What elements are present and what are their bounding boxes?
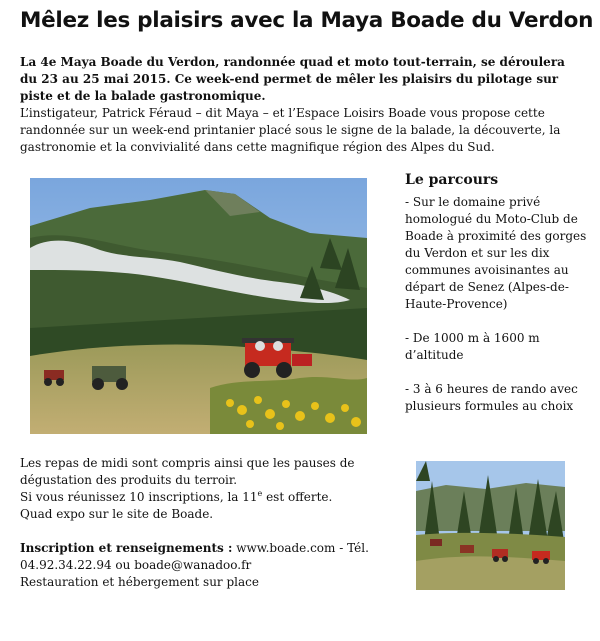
practical-info — [20, 455, 395, 591]
forest-quad-photo — [416, 461, 565, 590]
contact-text — [20, 540, 395, 574]
intro-lead: La 4e Maya Boade du Verdon, randonnée quad et moto tout-terrain, se déroulera du 23 au 25 mai 2015. Ce week-end permet de mêler les plaisirs du pilotage sur piste et de la balade gastronomique. — [20, 55, 565, 103]
parcours-item: - 3 à 6 heures de rando avec plusieurs formules au choix — [405, 382, 578, 413]
parcours-heading: Le parcours — [405, 172, 499, 188]
contact-label: Inscription et renseignements : — [20, 541, 233, 555]
parcours-item: - De 1000 m à 1600 m d’altitude — [405, 331, 540, 362]
article-title: Mêlez les plaisirs avec la Maya Boade du Verdon — [20, 8, 594, 33]
mountain-quad-photo — [30, 178, 367, 434]
meals-text: Les repas de midi sont compris ainsi que les pauses de dégustation des produits du terroir. — [20, 456, 355, 487]
expo-text: Quad expo sur le site de Boade. — [20, 507, 214, 521]
offer-text: Si vous réunissez 10 inscriptions, la 11e est offerte. — [20, 489, 333, 504]
parcours-item: - Sur le domaine privé homologué du Moto-Club de Boade à proximité des gorges du Verdon et sur les dix communes avoisinantes au départ de Senez (Alpes-de-Haute-Provence) — [405, 195, 587, 311]
lodging-text: Restauration et hébergement sur place — [20, 575, 259, 589]
intro-body: L’instigateur, Patrick Féraud – dit Maya – et l’Espace Loisirs Boade vous propose cette randonnée sur un week-end printanier placé sous le signe de la balade, la découverte, la gastronomie et la convivialité dans cette magnifique région des Alpes du Sud. — [20, 106, 561, 154]
parcours-list — [405, 194, 590, 432]
contact-details: www.boade.com - Tél. 04.92.34.22.94 ou boade@wanadoo.fr — [20, 541, 369, 572]
intro-section — [20, 54, 585, 156]
